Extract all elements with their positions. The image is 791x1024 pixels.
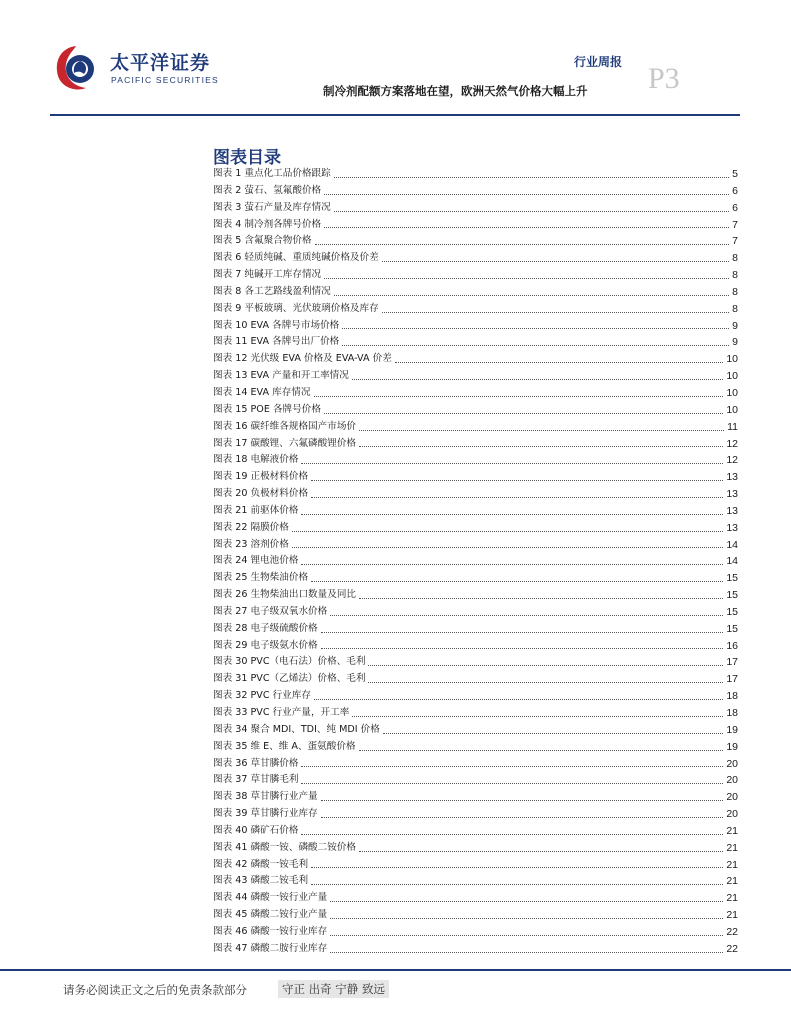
toc-leader-dots [330, 900, 723, 902]
toc-leader-dots [324, 277, 729, 279]
toc-entry-label: 图表 27 电子级双氧水价格 [213, 605, 328, 617]
toc-entry[interactable] [213, 654, 738, 671]
toc-entry-label: 图表 19 正极材料价格 [213, 471, 309, 483]
toc-entry-page: 21 [726, 892, 738, 905]
toc-entry-page: 21 [726, 858, 738, 871]
report-type: 行业周报 [574, 55, 623, 69]
toc-entry-label: 图表 18 电解液价格 [213, 454, 299, 466]
toc-entry-label: 图表 22 隔膜价格 [213, 521, 289, 533]
toc-entry-label: 图表 30 PVC（电石法）价格、毛利 [213, 656, 366, 668]
toc-entry-page: 14 [726, 555, 738, 568]
toc-entry-label: 图表 39 草甘膦行业库存 [213, 808, 318, 820]
toc-leader-dots [314, 698, 723, 700]
toc-entry-page: 10 [726, 353, 738, 366]
toc-entry-page: 21 [726, 824, 738, 837]
toc-entry-label: 图表 43 磷酸二铵毛利 [213, 875, 309, 887]
toc-entry[interactable] [213, 772, 738, 789]
toc-entry-page: 14 [726, 538, 738, 551]
toc-leader-dots [368, 681, 723, 683]
pacific-securities-logo-icon [50, 42, 106, 94]
toc-entry-label: 图表 25 生物柴油价格 [213, 572, 309, 584]
toc-leader-dots [330, 934, 723, 936]
toc-entry-page: 6 [732, 201, 738, 214]
toc-entry-page: 13 [726, 504, 738, 517]
toc-leader-dots [395, 361, 724, 363]
toc-entry-label: 图表 28 电子级硫酸价格 [213, 622, 318, 634]
toc-leader-dots [324, 412, 723, 414]
toc-entry-label: 图表 32 PVC 行业库存 [213, 690, 311, 702]
toc-entry[interactable] [213, 368, 738, 385]
toc-entry[interactable] [213, 334, 738, 351]
toc-entry-page: 21 [726, 909, 738, 922]
toc-entry-page: 10 [726, 403, 738, 416]
toc-entry-label: 图表 10 EVA 各牌号市场价格 [213, 319, 340, 331]
toc-leader-dots [342, 327, 729, 329]
toc-leader-dots [352, 715, 723, 717]
toc-leader-dots [301, 462, 723, 464]
toc-entry[interactable] [213, 705, 738, 722]
toc-entry[interactable] [213, 200, 738, 217]
toc-entry[interactable] [213, 924, 738, 941]
toc-entry-label: 图表 3 萤石产量及库存情况 [213, 201, 331, 213]
toc-entry[interactable] [213, 823, 738, 840]
brand-name-cn: 太平洋证券 [110, 52, 211, 74]
toc-entry-label: 图表 17 碳酸锂、六氟磷酸锂价格 [213, 437, 357, 449]
toc-leader-dots [311, 580, 723, 582]
toc-entry-page: 22 [726, 942, 738, 955]
toc-leader-dots [301, 765, 723, 767]
toc-entry[interactable] [213, 688, 738, 705]
toc-entry-label: 图表 9 平板玻璃、光伏玻璃价格及库存 [213, 302, 379, 314]
toc-entry-label: 图表 16 碳纤维各规格国产市场价 [213, 420, 357, 432]
toc-entry[interactable] [213, 671, 738, 688]
toc-entry[interactable] [213, 301, 738, 318]
toc-list [213, 166, 738, 958]
toc-entry[interactable] [213, 217, 738, 234]
toc-entry[interactable] [213, 233, 738, 250]
toc-entry-label: 图表 2 萤石、氢氟酸价格 [213, 184, 322, 196]
toc-leader-dots [334, 294, 729, 296]
toc-leader-dots [311, 866, 723, 868]
toc-leader-dots [301, 833, 723, 835]
toc-entry-label: 图表 45 磷酸二铵行业产量 [213, 909, 328, 921]
toc-entry[interactable] [213, 520, 738, 537]
toc-entry[interactable] [213, 621, 738, 638]
toc-entry[interactable] [213, 857, 738, 874]
toc-entry-page: 8 [732, 269, 738, 282]
toc-entry-page: 9 [732, 319, 738, 332]
toc-entry[interactable] [213, 553, 738, 570]
toc-entry-page: 22 [726, 925, 738, 938]
toc-entry-label: 图表 31 PVC（乙烯法）价格、毛利 [213, 673, 366, 685]
toc-entry[interactable] [213, 907, 738, 924]
toc-leader-dots [315, 243, 730, 245]
toc-entry[interactable] [213, 250, 738, 267]
toc-leader-dots [359, 749, 724, 751]
toc-entry-page: 17 [726, 673, 738, 686]
toc-leader-dots [301, 563, 723, 565]
toc-entry[interactable] [213, 722, 738, 739]
toc-entry-page: 7 [732, 235, 738, 248]
toc-leader-dots [382, 260, 729, 262]
footer-divider [0, 969, 791, 971]
toc-entry-label: 图表 1 重点化工品价格跟踪 [213, 168, 331, 179]
toc-entry-page: 8 [732, 302, 738, 315]
toc-entry-page: 18 [726, 707, 738, 719]
toc-entry[interactable] [213, 385, 738, 402]
toc-entry-label: 图表 12 光伏级 EVA 价格及 EVA-VA 价差 [213, 353, 392, 365]
toc-leader-dots [352, 378, 723, 380]
toc-entry-label: 图表 37 草甘膦毛利 [213, 774, 299, 786]
toc-entry-label: 图表 29 电子级氨水价格 [213, 639, 318, 651]
toc-leader-dots [311, 883, 723, 885]
toc-entry-page: 18 [726, 690, 738, 703]
toc-entry-label: 图表 42 磷酸一铵毛利 [213, 858, 309, 870]
toc-entry[interactable] [213, 486, 738, 503]
toc-entry[interactable] [213, 873, 738, 890]
toc-entry-label: 图表 35 维 E、维 A、蛋氨酸价格 [213, 740, 356, 752]
toc-leader-dots [311, 496, 723, 498]
toc-entry[interactable] [213, 587, 738, 604]
toc-entry-page: 15 [726, 572, 738, 585]
toc-entry-label: 图表 44 磷酸一铵行业产量 [213, 892, 328, 904]
toc-leader-dots [342, 344, 729, 346]
page-header [0, 0, 791, 120]
brand-name-en: PACIFIC SECURITIES [111, 75, 219, 85]
toc-entry-label: 图表 47 磷酸二胺行业库存 [213, 942, 328, 954]
toc-entry-page: 17 [726, 656, 738, 669]
toc-entry-page: 13 [726, 521, 738, 534]
toc-entry[interactable] [213, 941, 738, 958]
toc-entry-label: 图表 15 POE 各牌号价格 [213, 403, 321, 415]
toc-entry-page: 19 [726, 740, 738, 753]
toc-title: 图表目录 [213, 148, 281, 168]
toc-entry[interactable] [213, 503, 738, 520]
footer-disclaimer: 请务必阅读正文之后的免责条款部分 [63, 983, 247, 997]
toc-entry-page: 12 [726, 437, 738, 450]
toc-entry-label: 图表 11 EVA 各牌号出厂价格 [213, 336, 340, 348]
toc-entry-page: 6 [732, 184, 738, 197]
toc-leader-dots [321, 647, 724, 649]
toc-entry-page: 13 [726, 471, 738, 484]
toc-leader-dots [321, 816, 724, 818]
toc-entry-label: 图表 14 EVA 库存情况 [213, 386, 311, 398]
toc-entry-page: 19 [726, 723, 738, 736]
toc-entry-label: 图表 21 前驱体价格 [213, 504, 299, 516]
toc-leader-dots [368, 664, 723, 666]
toc-entry-label: 图表 8 各工艺路线盈利情况 [213, 285, 331, 297]
toc-entry-label: 图表 20 负极材料价格 [213, 488, 309, 500]
toc-entry-page: 5 [732, 168, 738, 180]
toc-entry[interactable] [213, 166, 738, 183]
toc-entry-label: 图表 34 聚合 MDI、TDI、纯 MDI 价格 [213, 723, 380, 735]
toc-entry-label: 图表 4 制冷剂各牌号价格 [213, 218, 322, 230]
toc-leader-dots [311, 479, 723, 481]
toc-entry[interactable] [213, 469, 738, 486]
toc-entry-label: 图表 41 磷酸一铵、磷酸二铵价格 [213, 841, 357, 853]
footer-motto: 守正 出奇 宁静 致远 [278, 980, 389, 998]
toc-entry-label: 图表 23 溶剂价格 [213, 538, 289, 550]
toc-entry-page: 16 [726, 639, 738, 652]
toc-entry-label: 图表 36 草甘膦价格 [213, 757, 299, 769]
toc-entry[interactable] [213, 284, 738, 301]
toc-entry[interactable] [213, 318, 738, 335]
toc-leader-dots [334, 176, 729, 178]
toc-entry[interactable] [213, 638, 738, 655]
toc-entry-page: 8 [732, 285, 738, 298]
toc-leader-dots [314, 395, 724, 397]
toc-entry[interactable] [213, 436, 738, 453]
toc-leader-dots [334, 210, 729, 212]
toc-entry[interactable] [213, 351, 738, 368]
toc-entry-page: 10 [726, 386, 738, 399]
toc-entry[interactable] [213, 789, 738, 806]
header-divider [50, 114, 740, 116]
toc-leader-dots [321, 799, 724, 801]
toc-leader-dots [301, 513, 723, 515]
toc-entry[interactable] [213, 419, 738, 436]
toc-entry[interactable] [213, 890, 738, 907]
toc-entry-page: 9 [732, 336, 738, 349]
toc-entry-page: 15 [726, 589, 738, 602]
company-logo [50, 42, 219, 94]
toc-entry-label: 图表 33 PVC 行业产量，开工率 [213, 707, 350, 718]
toc-entry-label: 图表 24 锂电池价格 [213, 555, 299, 567]
toc-entry[interactable] [213, 267, 738, 284]
toc-leader-dots [292, 530, 723, 532]
toc-leader-dots [359, 429, 724, 431]
toc-entry-page: 13 [726, 488, 738, 501]
toc-entry[interactable] [213, 402, 738, 419]
toc-entry-page: 20 [726, 774, 738, 787]
toc-entry-page: 15 [726, 622, 738, 635]
toc-entry-page: 20 [726, 791, 738, 804]
toc-entry-page: 21 [726, 875, 738, 888]
toc-entry-page: 12 [726, 454, 738, 467]
toc-entry-label: 图表 46 磷酸一铵行业库存 [213, 925, 328, 937]
toc-entry-page: 21 [726, 841, 738, 854]
toc-entry[interactable] [213, 183, 738, 200]
toc-entry-label: 图表 40 磷矿石价格 [213, 824, 299, 836]
toc-leader-dots [292, 546, 723, 548]
toc-entry-label: 图表 38 草甘膦行业产量 [213, 791, 318, 803]
toc-entry[interactable] [213, 570, 738, 587]
toc-leader-dots [330, 614, 723, 616]
toc-leader-dots [359, 597, 723, 599]
toc-leader-dots [359, 850, 723, 852]
toc-leader-dots [324, 193, 729, 195]
toc-entry[interactable] [213, 840, 738, 857]
toc-entry-label: 图表 13 EVA 产量和开工率情况 [213, 370, 349, 382]
toc-entry-label: 图表 7 纯碱开工库存情况 [213, 269, 322, 281]
toc-leader-dots [324, 226, 729, 228]
toc-leader-dots [330, 951, 723, 953]
toc-entry[interactable] [213, 452, 738, 469]
toc-entry-label: 图表 26 生物柴油出口数量及同比 [213, 589, 357, 601]
toc-entry-label: 图表 6 轻质纯碱、重质纯碱价格及价差 [213, 252, 379, 264]
toc-entry[interactable] [213, 739, 738, 756]
report-title: 制冷剂配额方案落地在望，欧洲天然气价格大幅上升 [323, 84, 588, 98]
toc-leader-dots [330, 917, 723, 919]
toc-entry[interactable] [213, 756, 738, 773]
toc-entry-page: 20 [726, 757, 738, 770]
toc-entry-page: 7 [732, 218, 738, 231]
toc-leader-dots [382, 311, 729, 313]
toc-entry[interactable] [213, 537, 738, 554]
toc-entry[interactable] [213, 604, 738, 621]
toc-leader-dots [301, 782, 723, 784]
toc-leader-dots [383, 732, 723, 734]
toc-entry-page: 8 [732, 252, 738, 265]
toc-entry-label: 图表 5 含氟聚合物价格 [213, 235, 312, 247]
toc-leader-dots [321, 631, 724, 633]
toc-leader-dots [359, 445, 723, 447]
toc-entry-page: 11 [727, 420, 738, 433]
toc-entry-page: 20 [726, 808, 738, 821]
toc-entry[interactable] [213, 806, 738, 823]
toc-entry-page: 10 [726, 370, 738, 383]
page-number: P3 [648, 62, 680, 95]
toc-entry-page: 15 [726, 605, 738, 618]
